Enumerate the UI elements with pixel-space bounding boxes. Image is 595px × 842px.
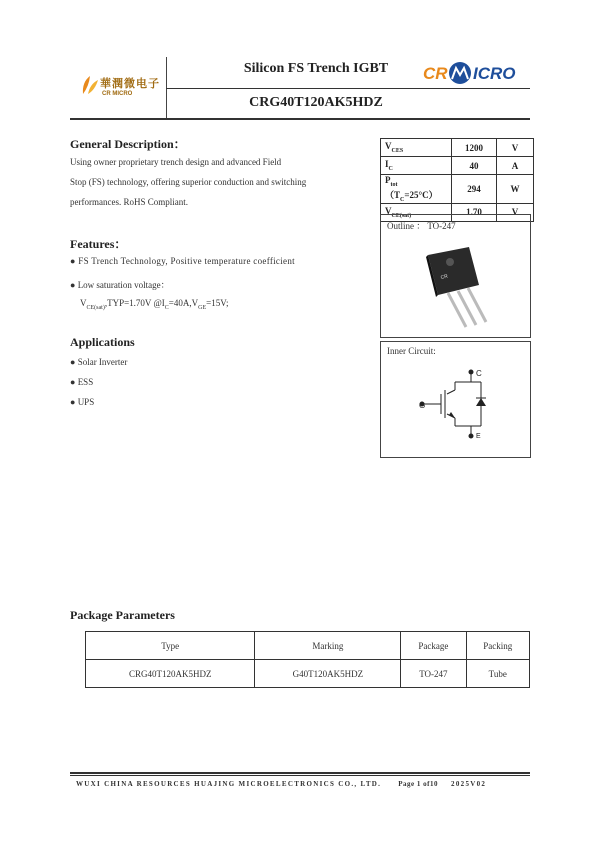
- spec-unit: W: [497, 175, 534, 204]
- spec-row: [381, 175, 534, 204]
- application-item: ● ESS: [70, 377, 94, 387]
- column-header: Marking: [255, 632, 401, 660]
- inner-circuit-label: Inner Circuit:: [387, 346, 436, 356]
- spec-symbol: $V_{CES}$: [381, 139, 452, 157]
- description-line: Using owner proprietary trench design and advanced Field: [70, 157, 282, 167]
- feature-item: ● FS Trench Technology, Positive temperature coefficient: [70, 256, 295, 266]
- applications-heading: Applications: [70, 335, 135, 349]
- gate-label: G: [419, 401, 426, 410]
- svg-text:CR: CR: [440, 273, 449, 281]
- footer-rule: [70, 775, 530, 776]
- svg-text:ICRO: ICRO: [473, 64, 516, 83]
- spec-unit: V: [497, 203, 534, 221]
- vcesat-condition: $V_{CE(sat)},TYP=1.70V$ $@I_C=40A,V_{GE}=15V$;: [80, 298, 229, 311]
- igbt-schematic: [381, 342, 530, 457]
- column-header: Packing: [466, 632, 529, 660]
- application-item: ● Solar Inverter: [70, 357, 128, 367]
- collector-label: C: [476, 369, 482, 378]
- spec-unit: A: [497, 157, 534, 175]
- leaf-logo-icon: [80, 74, 100, 96]
- key-spec-table: [380, 138, 534, 222]
- outline-box: [380, 214, 531, 338]
- spec-row: [381, 139, 534, 157]
- footer-company: WUXI CHINA RESOURCES HUAJING MICROELECTRONICS CO., LTD.: [76, 780, 382, 788]
- package-parameters-heading: Package Parameters: [70, 608, 175, 622]
- document-title: Silicon FS Trench IGBT: [243, 61, 389, 76]
- spec-value: 294: [452, 175, 497, 204]
- description-line: Stop (FS) technology, offering superior conduction and switching: [70, 177, 307, 187]
- spec-symbol: $I_C$: [381, 157, 452, 175]
- table-cell: TO-247: [401, 660, 466, 688]
- spec-unit: V: [497, 139, 534, 157]
- package-table: [85, 631, 530, 688]
- spec-value: 1200: [452, 139, 497, 157]
- cr-micro-cn-logo: [80, 72, 164, 104]
- spec-value: 40: [452, 157, 497, 175]
- outline-label: Outline ： TO-247: [387, 221, 456, 231]
- footer-page: Page 1 of10: [398, 780, 438, 788]
- spec-symbol: $P_{tot}(T_C=25^\circ C)$: [381, 175, 452, 204]
- column-header: Package: [401, 632, 466, 660]
- feature-item: ● Low saturation voltage：: [70, 280, 170, 290]
- table-cell: CRG40T120AK5HDZ: [86, 660, 255, 688]
- svg-text:CR: CR: [423, 64, 448, 83]
- spec-symbol: $V_{CE(sat)}$: [381, 203, 452, 221]
- cr-micro-brand-logo: [423, 60, 523, 86]
- table-row: [86, 660, 530, 688]
- part-number-title: CRG40T120AK5HDZ: [249, 95, 383, 110]
- header-bottom-rule: [70, 118, 530, 120]
- logo-en-text: CR MICRO: [102, 91, 133, 97]
- to247-package-image: [381, 215, 530, 337]
- spec-row: [381, 157, 534, 175]
- table-cell: G40T120AK5HDZ: [255, 660, 401, 688]
- footer-rule: [70, 772, 530, 774]
- table-cell: Tube: [466, 660, 529, 688]
- general-description-text: [70, 152, 370, 212]
- table-header-row: [86, 632, 530, 660]
- spec-value: 1.70: [452, 203, 497, 221]
- general-description-heading: General Description：: [70, 137, 186, 151]
- footer-text: [76, 780, 486, 788]
- header-divider: [166, 88, 530, 89]
- emitter-label: E: [476, 433, 481, 440]
- description-line: performances. RoHS Compliant.: [70, 197, 188, 207]
- application-item: ● UPS: [70, 397, 95, 407]
- inner-circuit-box: [380, 341, 531, 458]
- features-heading: Features：: [70, 237, 127, 251]
- footer-version: 2025V02: [451, 780, 487, 788]
- logo-cn-text: 華潤微电子: [100, 78, 160, 90]
- column-header: Type: [86, 632, 255, 660]
